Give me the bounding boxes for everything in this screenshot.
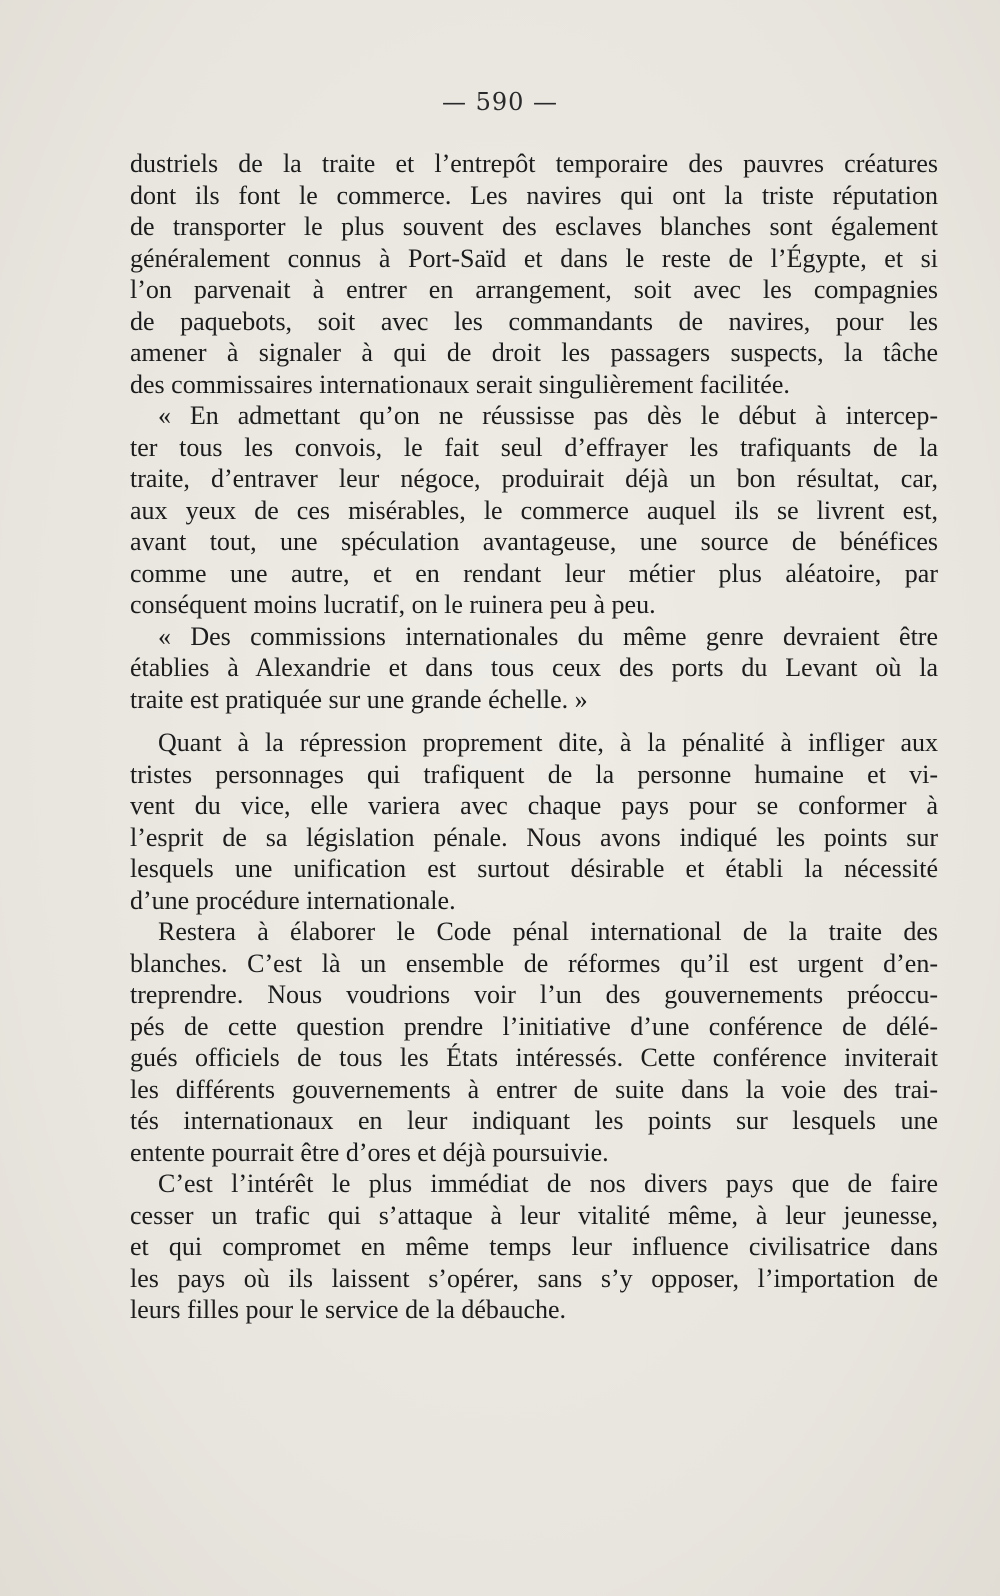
text-line: treprendre. Nous voudrions voir l’un des gouvernements préoccu- — [130, 980, 938, 1009]
text-line: des commissaires internationaux serait singulièrement facilitée. — [130, 369, 790, 399]
paragraph — [130, 400, 938, 621]
text-line: traite est pratiquée sur une grande échelle. » — [130, 684, 588, 714]
paragraph — [130, 916, 938, 1168]
paragraph — [130, 148, 938, 400]
text-line: l’on parvenait à entrer en arrangement, soit avec les compagnies — [130, 275, 938, 304]
body-text — [130, 148, 938, 1326]
text-line: entente pourrait être d’ores et déjà poursuivie. — [130, 1137, 609, 1167]
text-line: de paquebots, soit avec les commandants de navires, pour les — [130, 306, 938, 336]
text-line: cesser un trafic qui s’attaque à leur vitalité même, à leur jeunesse, — [130, 1200, 938, 1230]
text-line: les différents gouvernements à entrer de suite dans la voie des trai- — [130, 1074, 938, 1104]
text-line: généralement connus à Port-Saïd et dans le reste de l’Égypte, et si — [130, 243, 938, 273]
text-line: vent du vice, elle variera avec chaque pays pour se conformer à — [130, 791, 938, 820]
text-line: Restera à élaborer le Code pénal international de la traite des — [158, 917, 938, 946]
text-line: dont ils font le commerce. Les navires qui ont la triste réputation — [130, 180, 938, 210]
text-line: ter tous les convois, le fait seul d’effrayer les trafiquants de la — [130, 432, 938, 462]
text-line: avant tout, une spéculation avantageuse, une source de bénéfices — [130, 527, 938, 556]
text-line: l’esprit de sa législation pénale. Nous avons indiqué les points sur — [130, 822, 938, 852]
text-line: tés internationaux en leur indiquant les points sur lesquels une — [130, 1106, 938, 1135]
text-line: aux yeux de ces misérables, le commerce auquel ils se livrent est, — [130, 495, 938, 525]
paragraph — [130, 1168, 938, 1326]
text-line: gués officiels de tous les États intéressés. Cette conférence inviterait — [130, 1043, 938, 1072]
text-line: les pays où ils laissent s’opérer, sans s’y opposer, l’importation de — [130, 1263, 938, 1293]
text-line: conséquent moins lucratif, on le ruinera peu à peu. — [130, 590, 656, 619]
paragraph — [130, 727, 938, 916]
text-line: tristes personnages qui trafiquent de la personne humaine et vi- — [130, 759, 938, 789]
paragraph — [130, 621, 938, 716]
text-line: Quant à la répression proprement dite, à la pénalité à infliger aux — [158, 728, 938, 757]
text-line: d’une procédure internationale. — [130, 885, 456, 915]
text-line: dustriels de la traite et l’entrepôt temporaire des pauvres créatures — [130, 149, 938, 178]
text-line: « Des commissions internationales du même genre devraient être — [158, 621, 938, 651]
text-line: C’est l’intérêt le plus immédiat de nos divers pays que de faire — [158, 1169, 938, 1198]
text-line: traite, d’entraver leur négoce, produirait déjà un bon résultat, car, — [130, 464, 938, 493]
text-line: « En admettant qu’on ne réussisse pas dès le début à intercep- — [158, 401, 938, 430]
text-line: leurs filles pour le service de la débauche. — [130, 1295, 567, 1324]
text-line: amener à signaler à qui de droit les passagers suspects, la tâche — [130, 338, 938, 367]
text-line: établies à Alexandrie et dans tous ceux des ports du Levant où la — [130, 653, 938, 682]
text-line: et qui compromet en même temps leur influence civilisatrice dans — [130, 1232, 938, 1261]
page-number: — 590 — — [441, 88, 559, 116]
text-line: comme une autre, et en rendant leur métier plus aléatoire, par — [130, 558, 938, 588]
text-line: blanches. C’est là un ensemble de réformes qu’il est urgent d’en- — [130, 948, 938, 978]
section-gap — [130, 715, 938, 727]
text-line: lesquels une unification est surtout désirable et établi la nécessité — [130, 854, 938, 883]
text-line: de transporter le plus souvent des esclaves blanches sont également — [130, 212, 938, 241]
text-line: pés de cette question prendre l’initiative d’une conférence de délé- — [130, 1011, 938, 1041]
